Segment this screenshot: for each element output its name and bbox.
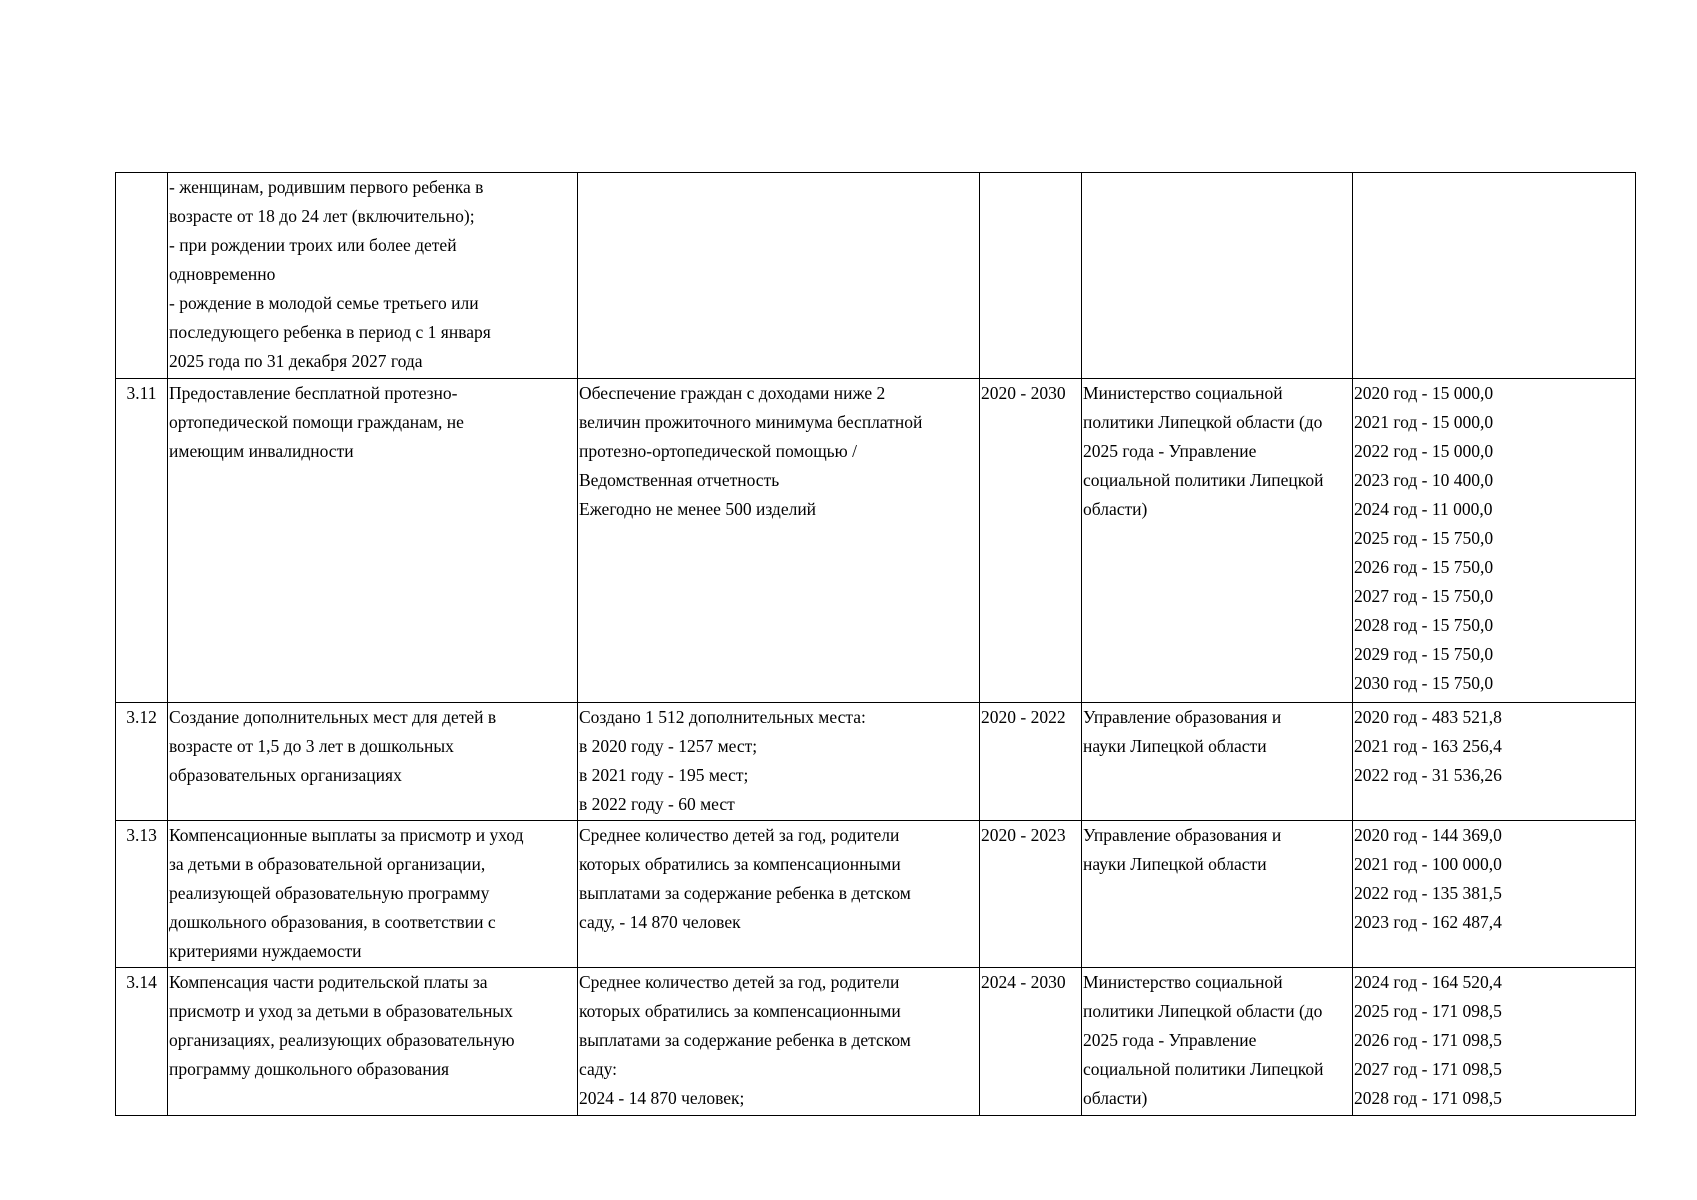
funding-year-line: 2023 год - 10 400,0 [1354, 470, 1494, 490]
term-cell [980, 379, 1082, 703]
row-number: 3.12 [126, 707, 157, 727]
measure-term: 2020 - 2022 [981, 707, 1066, 727]
funding-list [1353, 703, 1635, 790]
row-number-cell [116, 821, 168, 968]
measure-name: - женщинам, родившим первого ребенка в возрасте от 18 до 24 лет (включительно); - при рождении троих или более детей одновременно - рождение в молодой семье третьего или последующего ребенка в период с 1 января 2025 года по 31 декабря 2027 года [169, 177, 491, 371]
measure-result: Среднее количество детей за год, родители которых обратились за компенсационными выплатами за содержание ребенка в детском саду, - 14 870 человек [579, 825, 911, 932]
measure-name: Предоставление бесплатной протезно- ортопедической помощи гражданам, не имеющим инвалидности [169, 383, 464, 461]
funding-year-line: 2030 год - 15 750,0 [1354, 673, 1494, 693]
measure-name-cell [168, 703, 578, 821]
measure-executor: Управление образования и науки Липецкой области [1083, 825, 1282, 874]
measure-result: Среднее количество детей за год, родители которых обратились за компенсационными выплатами за содержание ребенка в детском саду: 2024 - 14 870 человек; [579, 972, 911, 1108]
table-row [116, 968, 1636, 1116]
funding-list [1353, 379, 1635, 698]
funding-year-line: 2020 год - 144 369,0 [1354, 825, 1502, 845]
measure-name: Компенсация части родительской платы за присмотр и уход за детьми в образовательных организациях, реализующих образовательную программу дошкольного образования [169, 972, 515, 1079]
term-cell [980, 703, 1082, 821]
row-number-cell [116, 703, 168, 821]
measure-name-cell [168, 173, 578, 379]
result-cell [578, 821, 980, 968]
result-cell [578, 968, 980, 1116]
measure-name: Компенсационные выплаты за присмотр и уход за детьми в образовательной организации, реализующей образовательную программу дошкольного образования, в соответствии с критериями нуждаемости [169, 825, 524, 961]
funding-year-line: 2027 год - 171 098,5 [1354, 1059, 1502, 1079]
row-number: 3.11 [126, 383, 157, 403]
funding-year-line: 2020 год - 483 521,8 [1354, 707, 1502, 727]
funding-year-line: 2023 год - 162 487,4 [1354, 912, 1502, 932]
term-cell [980, 968, 1082, 1116]
funding-cell [1353, 703, 1636, 821]
executor-cell [1082, 173, 1353, 379]
funding-year-line: 2024 год - 164 520,4 [1354, 972, 1502, 992]
measure-name-cell [168, 821, 578, 968]
measure-name: Создание дополнительных мест для детей в возрасте от 1,5 до 3 лет в дошкольных образовательных организациях [169, 707, 497, 785]
funding-year-line: 2025 год - 15 750,0 [1354, 528, 1494, 548]
result-cell [578, 379, 980, 703]
funding-year-line: 2022 год - 135 381,5 [1354, 883, 1502, 903]
funding-year-line: 2022 год - 15 000,0 [1354, 441, 1494, 461]
funding-year-line: 2026 год - 171 098,5 [1354, 1030, 1502, 1050]
table-row [116, 703, 1636, 821]
funding-cell [1353, 821, 1636, 968]
funding-cell [1353, 379, 1636, 703]
result-cell [578, 703, 980, 821]
measure-result: Обеспечение граждан с доходами ниже 2 величин прожиточного минимума бесплатной протезно-ортопедической помощью / Ведомственная отчетность Ежегодно не менее 500 изделий [579, 383, 923, 519]
measure-executor: Управление образования и науки Липецкой области [1083, 707, 1282, 756]
funding-year-line: 2027 год - 15 750,0 [1354, 586, 1494, 606]
funding-cell [1353, 173, 1636, 379]
result-cell [578, 173, 980, 379]
row-number: 3.13 [126, 825, 157, 845]
funding-year-line: 2025 год - 171 098,5 [1354, 1001, 1502, 1021]
executor-cell [1082, 821, 1353, 968]
funding-year-line: 2020 год - 15 000,0 [1354, 383, 1494, 403]
row-number-cell [116, 968, 168, 1116]
executor-cell [1082, 703, 1353, 821]
executor-cell [1082, 968, 1353, 1116]
funding-year-line: 2028 год - 171 098,5 [1354, 1088, 1502, 1108]
row-number: 3.14 [126, 972, 157, 992]
row-number-cell [116, 173, 168, 379]
funding-cell [1353, 968, 1636, 1116]
measure-term: 2024 - 2030 [981, 972, 1066, 992]
funding-year-line: 2029 год - 15 750,0 [1354, 644, 1494, 664]
row-number-cell [116, 379, 168, 703]
table-row [116, 173, 1636, 379]
term-cell [980, 173, 1082, 379]
measure-term: 2020 - 2023 [981, 825, 1066, 845]
executor-cell [1082, 379, 1353, 703]
measure-executor: Министерство социальной политики Липецкой области (до 2025 года - Управление социальной политики Липецкой области) [1083, 972, 1324, 1108]
measure-name-cell [168, 968, 578, 1116]
funding-year-line: 2026 год - 15 750,0 [1354, 557, 1494, 577]
funding-year-line: 2021 год - 15 000,0 [1354, 412, 1494, 432]
measure-result: Создано 1 512 дополнительных места: в 2020 году - 1257 мест; в 2021 году - 195 мест; в 2022 году - 60 мест [579, 707, 866, 814]
measure-term: 2020 - 2030 [981, 383, 1066, 403]
funding-year-line: 2021 год - 163 256,4 [1354, 736, 1502, 756]
funding-year-line: 2021 год - 100 000,0 [1354, 854, 1502, 874]
measure-name-cell [168, 379, 578, 703]
funding-year-line: 2028 год - 15 750,0 [1354, 615, 1494, 635]
table-row [116, 379, 1636, 703]
funding-year-line: 2022 год - 31 536,26 [1354, 765, 1502, 785]
funding-year-line: 2024 год - 11 000,0 [1354, 499, 1493, 519]
program-measures-table [115, 172, 1636, 1116]
funding-list [1353, 821, 1635, 937]
funding-list [1353, 968, 1635, 1113]
table-row [116, 821, 1636, 968]
measure-executor: Министерство социальной политики Липецкой области (до 2025 года - Управление социальной политики Липецкой области) [1083, 383, 1324, 519]
term-cell [980, 821, 1082, 968]
